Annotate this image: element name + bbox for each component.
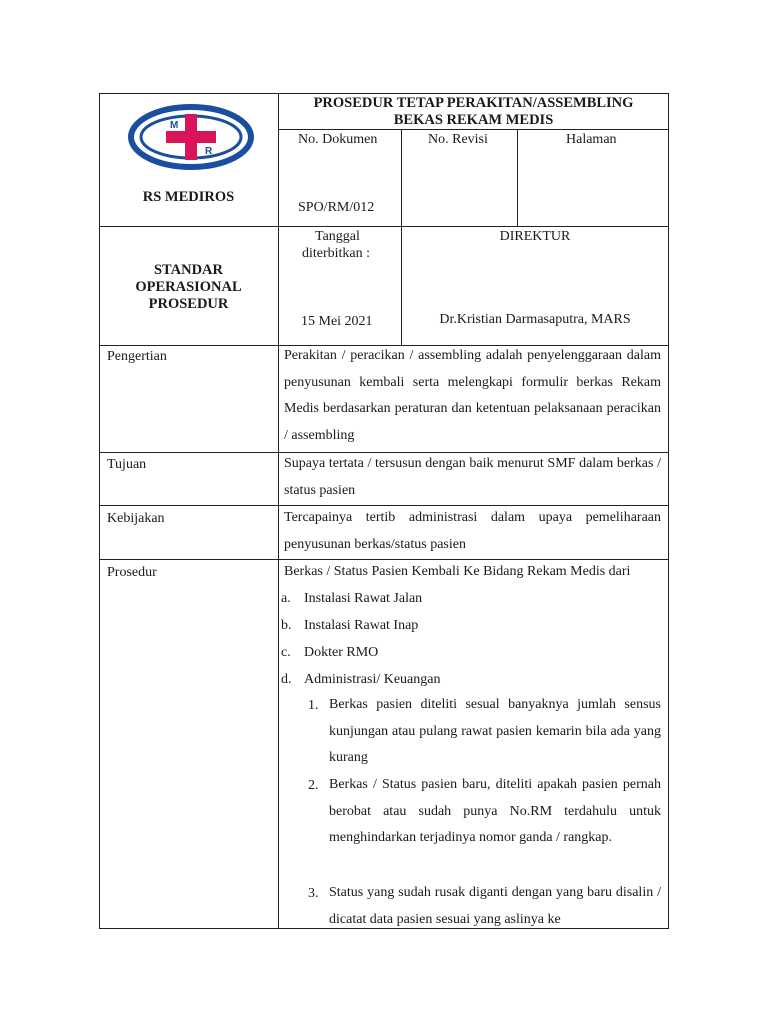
list-marker: a. [281,591,291,606]
list-item-text: Dokter RMO [304,645,379,660]
numbered-marker-1: 1. [308,698,319,713]
hospital-logo [128,104,254,170]
doc-title-line1: PROSEDUR TETAP PERAKITAN/ASSEMBLING [313,95,634,111]
prosedur-intro: Berkas / Status Pasien Kembali Ke Bidang Rekam Medis dari [284,564,631,579]
director-label: DIREKTUR [499,229,571,244]
list-item-text: Instalasi Rawat Jalan [304,591,423,606]
issued-label-line2: diterbitkan : [302,246,371,261]
numbered-marker-2: 2. [308,778,319,793]
tujuan-text: Supaya tertata / tersusun dengan baik menurut SMF dalam berkas / status pasien [284,456,661,498]
doc-no-label: No. Dokumen [298,132,378,147]
numbered-marker-3: 3. [308,886,319,901]
pengertian-text: Perakitan / peracikan / assembling adalah penyelenggaraan dalam penyusunan kembali serta melengkapi formulir berkas Rekam Medis berdasarkan peraturan dan ketentuan pelaksanaan peracikan / assembling [284,348,661,444]
list-item-text: Administrasi/ Keuangan [304,672,441,687]
table-divider-title [278,129,669,130]
table-divider-kebijakan [99,559,669,560]
sop-title-line2: OPERASIONAL [135,279,242,295]
list-item-text: Instalasi Rawat Inap [304,618,419,633]
pengertian-label: Pengertian [107,349,167,364]
logo-letter-m: M [170,120,179,131]
list-marker: b. [281,618,292,633]
table-divider-col [278,93,279,929]
issued-date: 15 Mei 2021 [301,314,373,329]
kebijakan-label: Kebijakan [107,511,165,526]
table-border-left [99,93,100,929]
tujuan-label: Tujuan [107,457,147,472]
prosedur-label: Prosedur [107,565,157,580]
doc-title-line2: BEKAS REKAM MEDIS [393,112,554,128]
sop-title-line1: STANDAR [153,262,224,278]
numbered-item-1: Berkas pasien diteliti sesual banyaknya jumlah sensus kunjungan atau pulang rawat pasien kemarin bila ada yang kurang [329,697,661,765]
director-name: Dr.Kristian Darmasaputra, MARS [439,312,631,327]
table-divider-docno [401,129,402,227]
logo-letter-r: R [205,146,213,157]
page-label: Halaman [566,132,617,147]
table-border-right [668,93,669,929]
doc-no-value: SPO/RM/012 [298,200,375,215]
numbered-item-2: Berkas / Status pasien baru, diteliti apakah pasien pernah berobat atau sudah punya No.RM terdahulu untuk menghindarkan terjadinya nomor ganda / rangkap. [329,777,661,845]
hospital-name: RS MEDIROS [142,189,235,205]
sop-title-line3: PROSEDUR [148,296,229,312]
numbered-item-3: Status yang sudah rusak diganti dengan yang baru disalin / dicatat data pasien sesuai yang aslinya ke [329,885,661,927]
table-divider-revisi [517,129,518,227]
list-marker: d. [281,672,292,687]
issued-label-line1: Tanggal [315,229,360,244]
revision-label: No. Revisi [428,132,488,147]
table-divider-header1 [99,226,669,227]
list-marker: c. [281,645,291,660]
kebijakan-text: Tercapainya tertib administrasi dalam upaya pemeliharaan penyusunan berkas/status pasien [284,510,661,552]
